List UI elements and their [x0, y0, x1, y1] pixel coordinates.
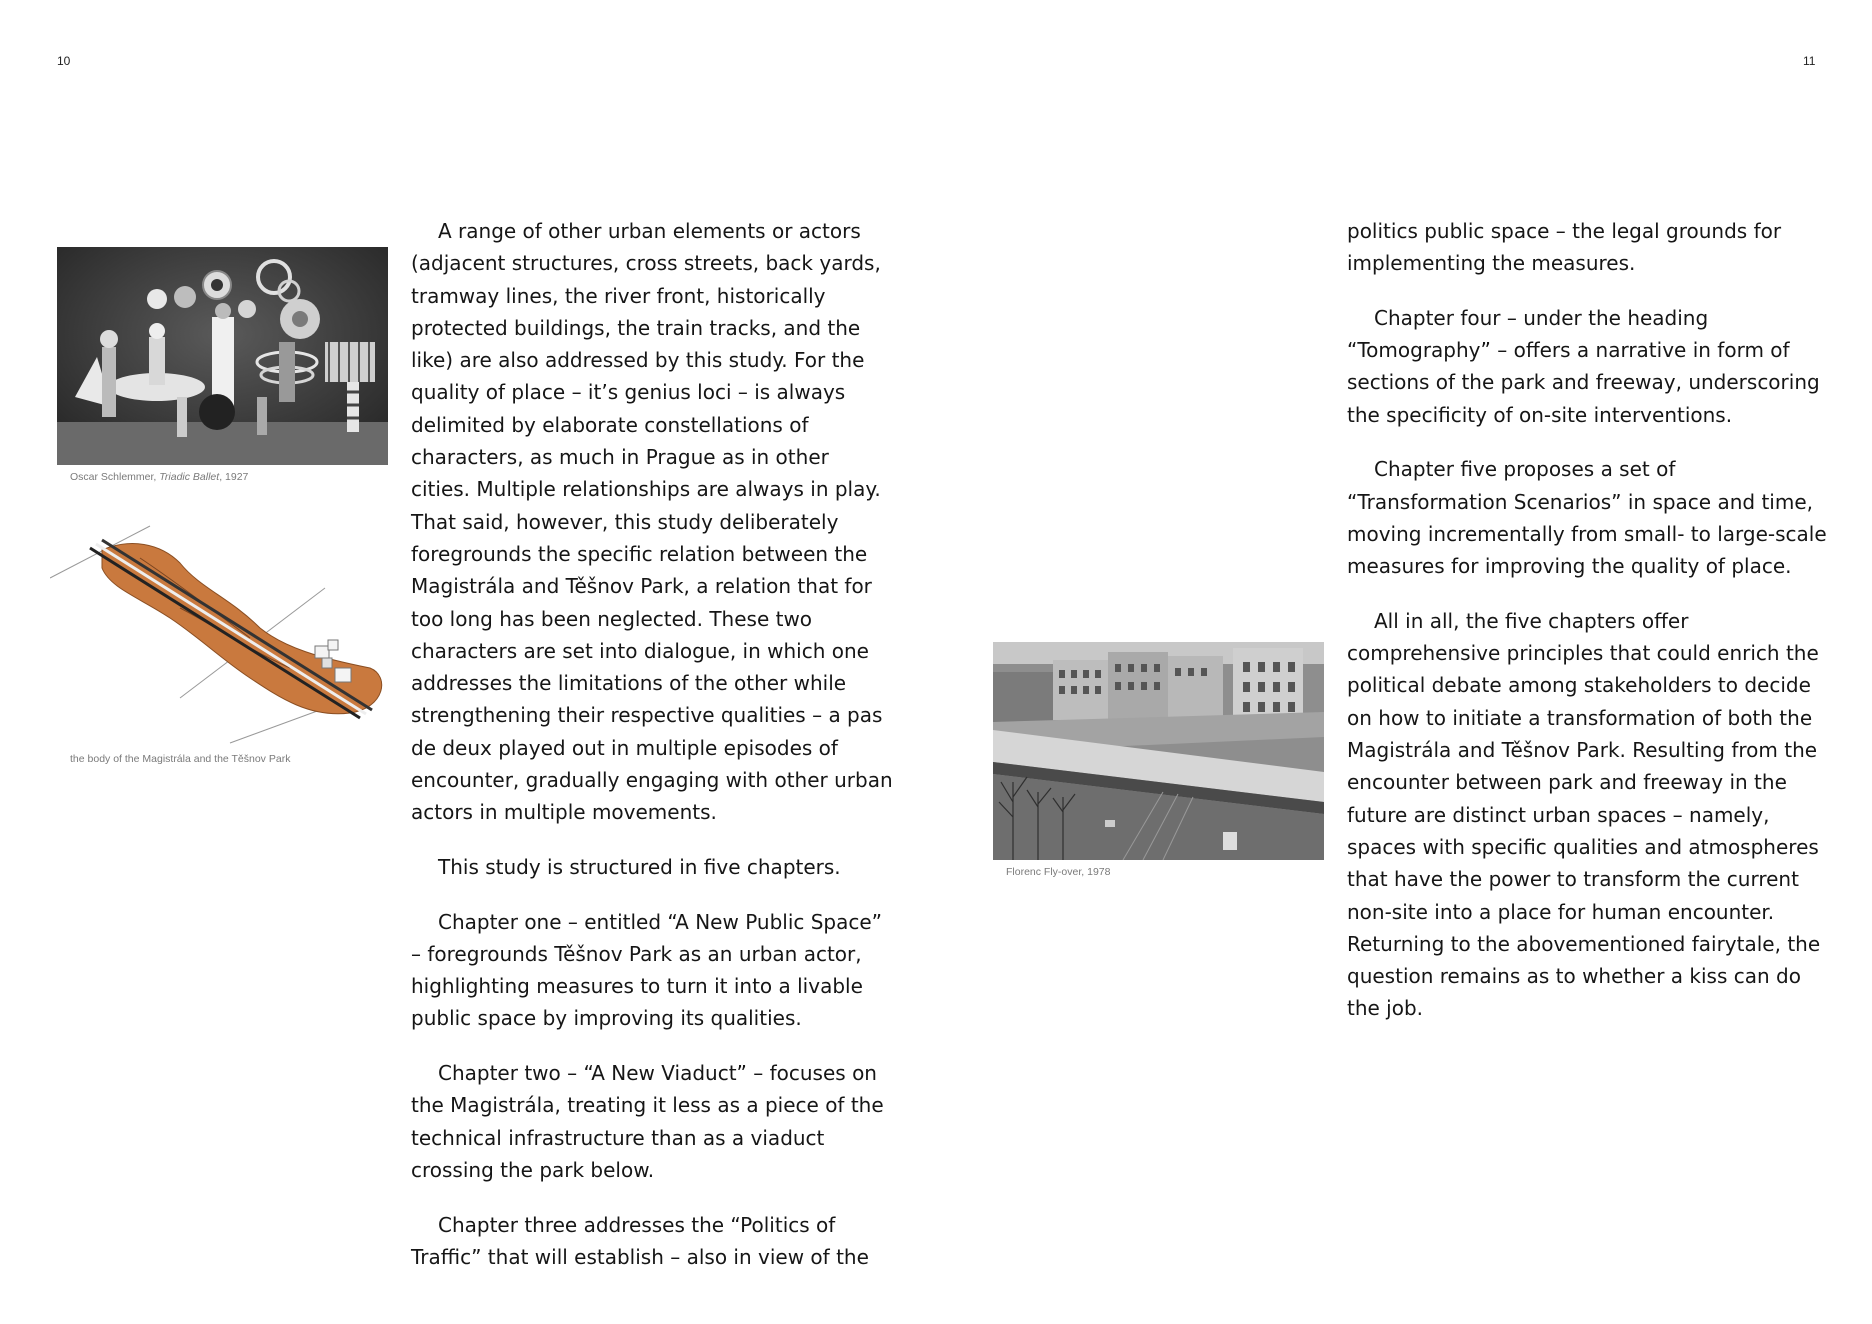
park-body-diagram: [50, 518, 395, 746]
right-text-column: [1347, 215, 1832, 1047]
triadic-ballet-caption: Oscar Schlemmer, Triadic Ballet, 1927: [70, 471, 249, 483]
triadic-ballet-photo: [57, 247, 388, 465]
paragraph: Chapter one – entitled “A New Public Space” – foregrounds Těšnov Park as an urban actor, highlighting measures to turn it into a livable public space by improving its qualities.: [411, 909, 883, 1031]
left-text-column: [411, 215, 894, 1295]
paragraph: Chapter three addresses the “Politics of Traffic” that will establish – also in view of the: [411, 1212, 869, 1269]
paragraph: Chapter four – under the heading “Tomography” – offers a narrative in form of sections of the park and freeway, underscoring the specificity of on-site interventions.: [1347, 305, 1820, 427]
paragraph: politics public space – the legal grounds for implementing the measures.: [1347, 219, 1782, 276]
paragraph: Chapter two – “A New Viaduct” – focuses on the Magistrála, treating it less as a piece of the technical infrastructure than as a viaduct crossing the park below.: [411, 1061, 884, 1182]
paragraph: A range of other urban elements or actors (adjacent structures, cross streets, back yards, tramway lines, the river front, historically protected buildings, the train tracks, and the like) are also addressed by this study. For the quality of place – it’s genius loci – is always delimited by elaborate constellations of characters, as much in Prague as in other cities. Multiple relationships are always in play. That said, however, this study deliberately foregrounds the specific relation between the Magistrála and Těšnov Park, a relation that for too long has been neglected. These two characters are set into dialogue, in which one addresses the limitations of the other while strengthening their respective qualities – a pas de deux played out in multiple episodes of encounter, gradually engaging with other urban actors in multiple movements.: [411, 219, 893, 825]
page-number-right: 11: [1803, 54, 1816, 68]
paragraph: Chapter five proposes a set of “Transformation Scenarios” in space and time, moving incrementally from small- to large-scale measures for improving the quality of place.: [1347, 457, 1827, 579]
florenc-flyover-photo: [993, 642, 1324, 860]
park-body-caption: the body of the Magistrála and the Těšnov Park: [70, 753, 291, 765]
florenc-flyover-caption: Florenc Fly-over, 1978: [1006, 866, 1111, 878]
paragraph: All in all, the five chapters offer comprehensive principles that could enrich the political debate among stakeholders to decide on how to initiate a transformation of both the Magistrála and Těšnov Park. Resulting from the encounter between park and freeway in the future are distinct urban spaces – namely, spaces with specific qualities and atmospheres that have the power to transform the current non-site into a place for human encounter. Returning to the abovementioned fairytale, the question remains as to whether a kiss can do the job.: [1347, 608, 1821, 1021]
paragraph: This study is structured in five chapters.: [438, 854, 841, 879]
page-number-left: 10: [57, 54, 71, 68]
